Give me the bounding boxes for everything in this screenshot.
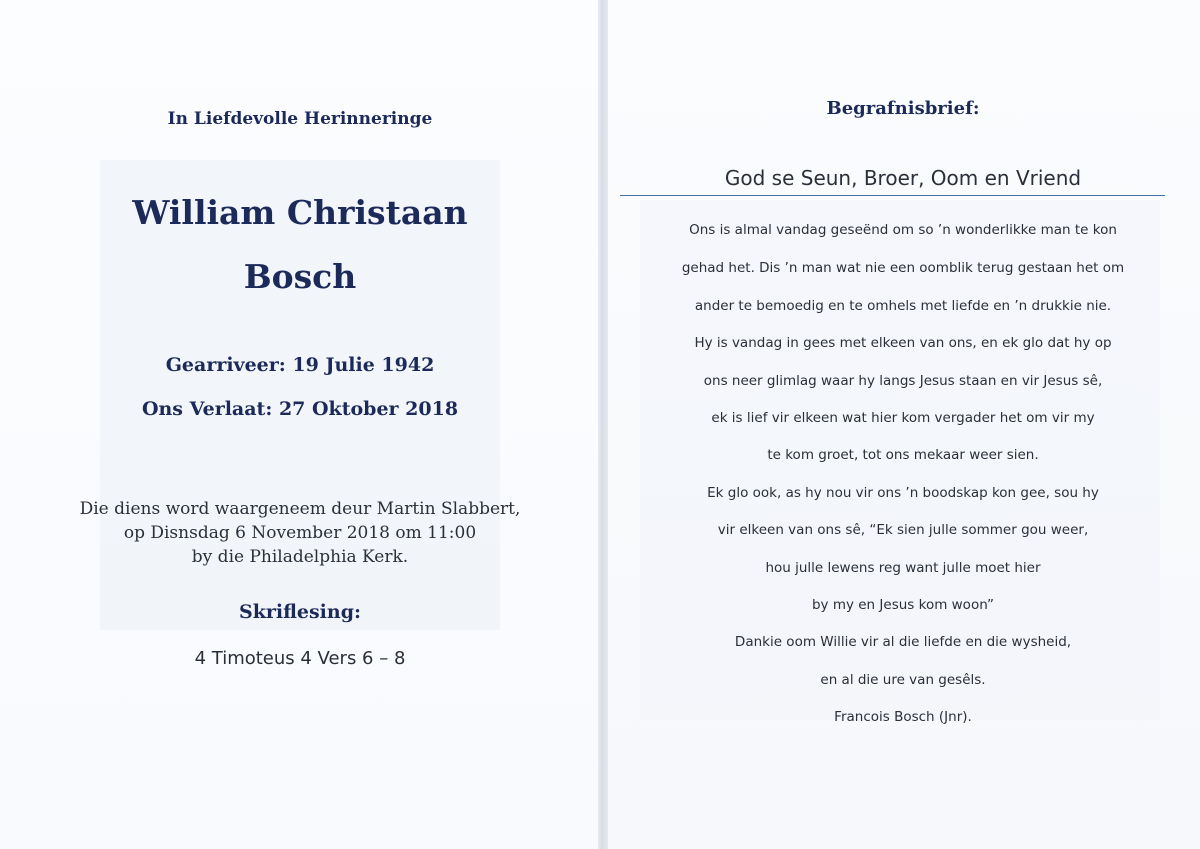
letter-line: en al die ure van gesêls. bbox=[820, 672, 986, 688]
letter-line: by my en Jesus kom woon” bbox=[811, 597, 995, 613]
letter-line: ek is lief vir elkeen wat hier kom vergader het om vir my bbox=[711, 410, 1095, 426]
letter-line: hou julle lewens reg want julle moet hier bbox=[765, 560, 1041, 576]
letter-line: vir elkeen van ons sê, “Ek sien julle sommer gou weer, bbox=[717, 522, 1089, 538]
service-line-3: by die Philadelphia Kerk. bbox=[191, 547, 409, 567]
scripture-reference: 4 Timoteus 4 Vers 6 – 8 bbox=[194, 648, 406, 669]
service-line-2: op Disnsdag 6 November 2018 om 11:00 bbox=[123, 523, 477, 543]
deceased-name-first: William Christaan bbox=[132, 193, 468, 232]
deceased-name-last: Bosch bbox=[243, 257, 357, 296]
arrived-date: Gearriveer: 19 Julie 1942 bbox=[165, 354, 435, 376]
memorial-heading: In Liefdevolle Herinneringe bbox=[167, 109, 433, 129]
letter-line: Hy is vandag in gees met elkeen van ons, en ek glo dat hy op bbox=[694, 335, 1112, 351]
letter-line: Ons is almal vandag geseënd om so ’n wonderlikke man te kon bbox=[689, 222, 1117, 238]
letter-line: gehad het. Dis ’n man wat nie een oomblik terug gestaan het om bbox=[681, 260, 1125, 276]
letter-line: Ek glo ook, as hy nou vir ons ’n boodskap kon gee, sou hy bbox=[707, 485, 1099, 501]
letter-line: te kom groet, tot ons mekaar weer sien. bbox=[767, 447, 1039, 463]
letter-line: ons neer glimlag waar hy langs Jesus staan en vir Jesus sê, bbox=[703, 373, 1103, 389]
letter-title: Begrafnisbrief: bbox=[826, 98, 980, 119]
scripture-heading: Skriflesing: bbox=[238, 601, 362, 623]
letter-subtitle: God se Seun, Broer, Oom en Vriend bbox=[724, 166, 1082, 190]
departed-date: Ons Verlaat: 27 Oktober 2018 bbox=[141, 398, 459, 420]
service-line-1: Die diens word waargeneem deur Martin Slabbert, bbox=[79, 499, 521, 519]
subtitle-divider bbox=[620, 195, 1165, 196]
letter-line: ander te bemoedig en te omhels met liefde en ’n drukkie nie. bbox=[694, 298, 1112, 314]
letter-signature: Francois Bosch (Jnr). bbox=[834, 709, 972, 725]
letter-line: Dankie oom Willie vir al die liefde en die wysheid, bbox=[734, 634, 1072, 650]
